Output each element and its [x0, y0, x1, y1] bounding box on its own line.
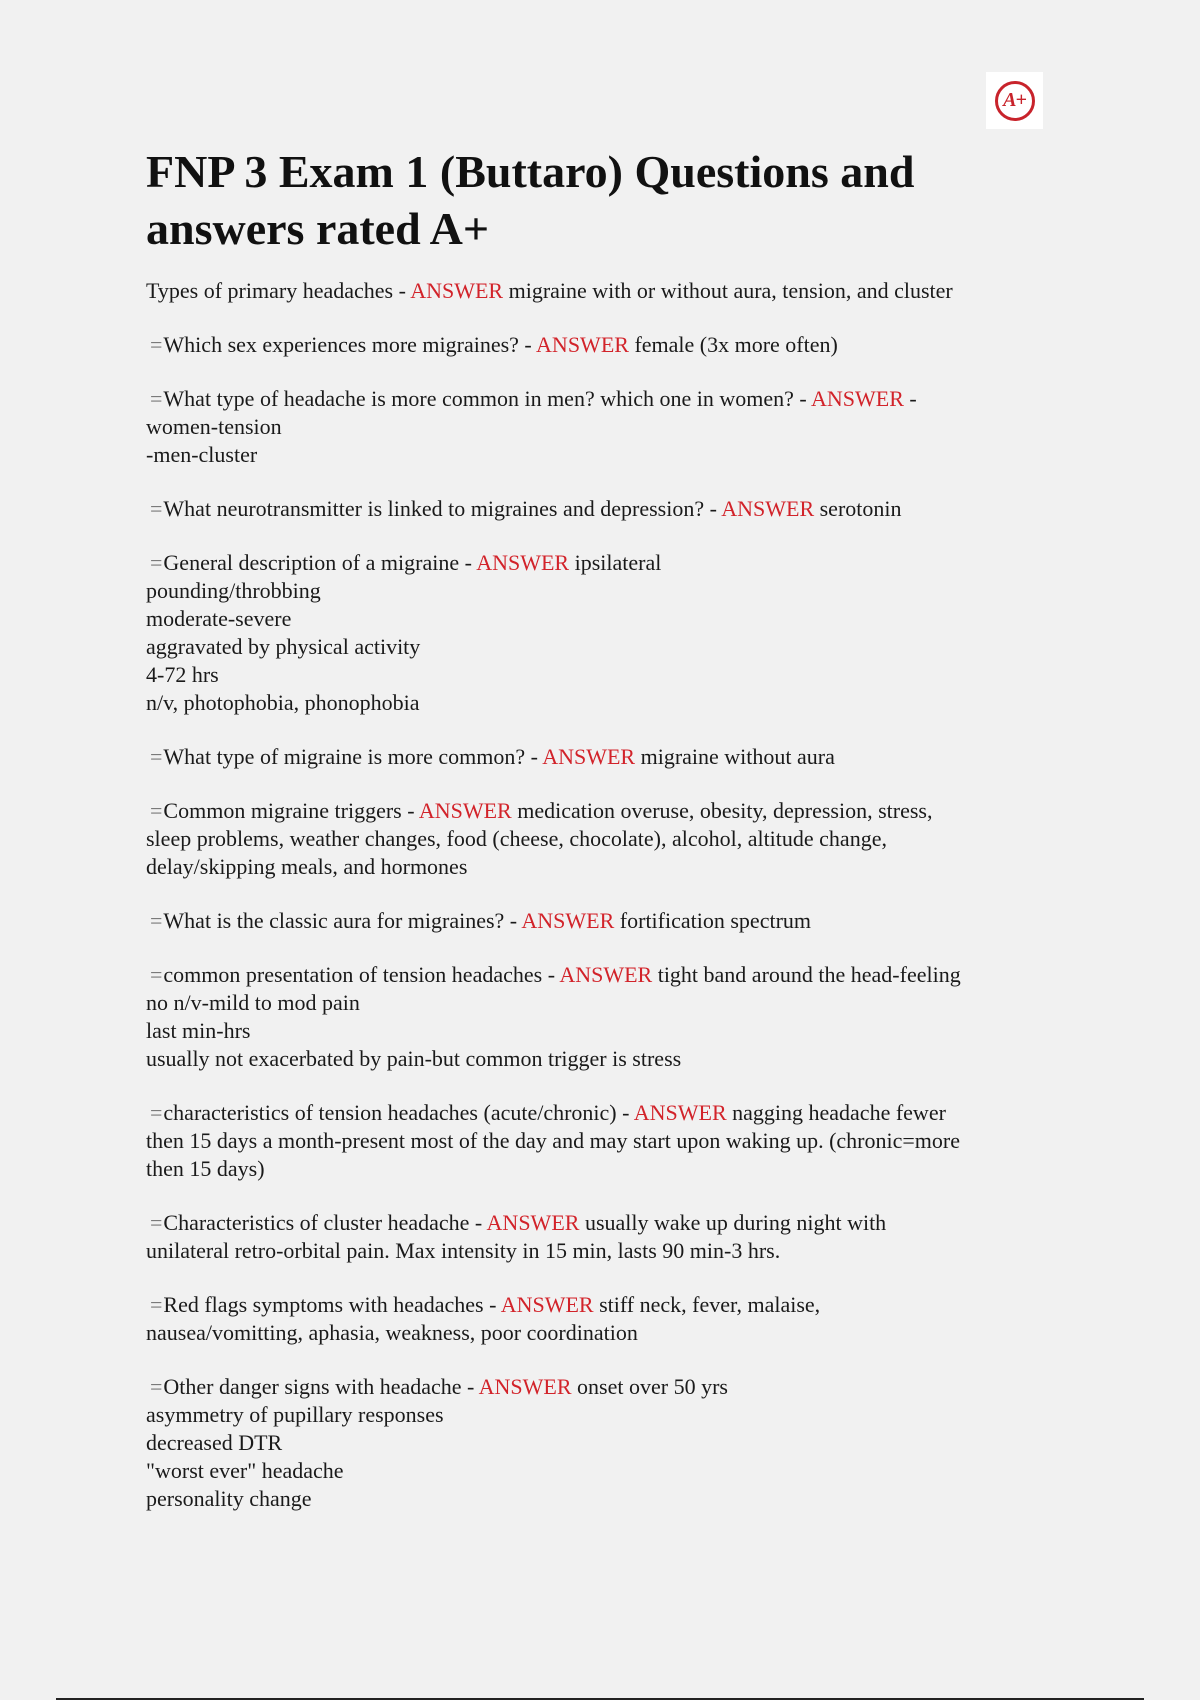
question-text: Other danger signs with headache -	[163, 1374, 479, 1399]
answer-text: migraine with or without aura, tension, and cluster	[503, 278, 953, 303]
answer-label: ANSWER	[500, 1292, 594, 1317]
item-marker: =	[150, 798, 163, 823]
item-marker: =	[150, 1292, 163, 1317]
answer-label: ANSWER	[811, 386, 904, 411]
qa-item	[146, 277, 1066, 305]
answer-text: medication overuse, obesity, depression, stress, sleep problems, weather changes, food (cheese, chocolate), alcohol, altitude change, delay/skipping meals, and hormones	[146, 798, 933, 879]
qa-item	[146, 743, 1066, 771]
grade-badge	[986, 72, 1043, 129]
answer-text: - women-tension -men-cluster	[146, 386, 917, 467]
item-marker: =	[150, 962, 163, 987]
answer-label: ANSWER	[521, 908, 615, 933]
answer-text: nagging headache fewer then 15 days a month-present most of the day and may start upon waking up. (chronic=more then 15 days)	[146, 1100, 960, 1181]
question-text: What is the classic aura for migraines? -	[163, 908, 522, 933]
qa-list	[146, 277, 1066, 1513]
answer-text: female (3x more often)	[628, 332, 838, 357]
answer-label: ANSWER	[536, 332, 629, 357]
answer-text: fortification spectrum	[614, 908, 812, 933]
question-text: What type of migraine is more common? -	[163, 744, 543, 769]
qa-item	[146, 961, 1066, 1073]
answer-label: ANSWER	[478, 1374, 572, 1399]
answer-text: tight band around the head-feeling no n/v-mild to mod pain last min-hrs usually not exacerbated by pain-but common trigger is stress	[146, 962, 961, 1071]
answer-label: ANSWER	[418, 798, 512, 823]
question-text: common presentation of tension headaches -	[163, 962, 560, 987]
qa-item	[146, 797, 1066, 881]
answer-label: ANSWER	[721, 496, 815, 521]
item-marker: =	[150, 1100, 163, 1125]
question-text: What neurotransmitter is linked to migraines and depression? -	[163, 496, 722, 521]
answer-text: ipsilateral pounding/throbbing moderate-severe aggravated by physical activity 4-72 hrs n/v, photophobia, phonophobia	[146, 550, 662, 715]
question-text: characteristics of tension headaches (acute/chronic) -	[163, 1100, 634, 1125]
item-marker: =	[150, 386, 163, 411]
answer-label: ANSWER	[633, 1100, 727, 1125]
question-text: Common migraine triggers -	[163, 798, 419, 823]
item-marker: =	[150, 332, 163, 357]
answer-text: serotonin	[814, 496, 902, 521]
item-marker: =	[150, 1210, 163, 1235]
answer-text: usually wake up during night with unilateral retro-orbital pain. Max intensity in 15 min, lasts 90 min-3 hrs.	[146, 1210, 887, 1263]
question-text: Which sex experiences more migraines? -	[163, 332, 537, 357]
question-text: General description of a migraine -	[163, 550, 477, 575]
answer-label: ANSWER	[410, 278, 504, 303]
qa-item	[146, 1373, 1066, 1513]
document-body	[146, 143, 1066, 1539]
answer-label: ANSWER	[486, 1210, 580, 1235]
item-marker: =	[150, 744, 163, 769]
qa-item	[146, 1291, 1066, 1347]
item-marker: =	[150, 1374, 163, 1399]
qa-item	[146, 907, 1066, 935]
question-text: Types of primary headaches -	[146, 278, 411, 303]
item-marker: =	[150, 550, 163, 575]
answer-label: ANSWER	[542, 744, 636, 769]
qa-item	[146, 1209, 1066, 1265]
qa-item	[146, 331, 1066, 359]
page-title: FNP 3 Exam 1 (Buttaro) Questions and answers rated A+	[146, 146, 915, 254]
qa-item	[146, 549, 1066, 717]
grade-badge-text: A+	[995, 81, 1035, 121]
question-text: What type of headache is more common in men? which one in women? -	[163, 386, 811, 411]
answer-text: onset over 50 yrs asymmetry of pupillary responses decreased DTR "worst ever" headache personality change	[146, 1374, 728, 1511]
qa-item	[146, 385, 1066, 469]
answer-label: ANSWER	[476, 550, 570, 575]
answer-label: ANSWER	[559, 962, 653, 987]
question-text: Red flags symptoms with headaches -	[163, 1292, 501, 1317]
item-marker: =	[150, 496, 163, 521]
qa-item	[146, 1099, 1066, 1183]
item-marker: =	[150, 908, 163, 933]
answer-text: stiff neck, fever, malaise, nausea/vomitting, aphasia, weakness, poor coordination	[146, 1292, 821, 1345]
answer-text: migraine without aura	[635, 744, 835, 769]
question-text: Characteristics of cluster headache -	[163, 1210, 487, 1235]
qa-item	[146, 495, 1066, 523]
